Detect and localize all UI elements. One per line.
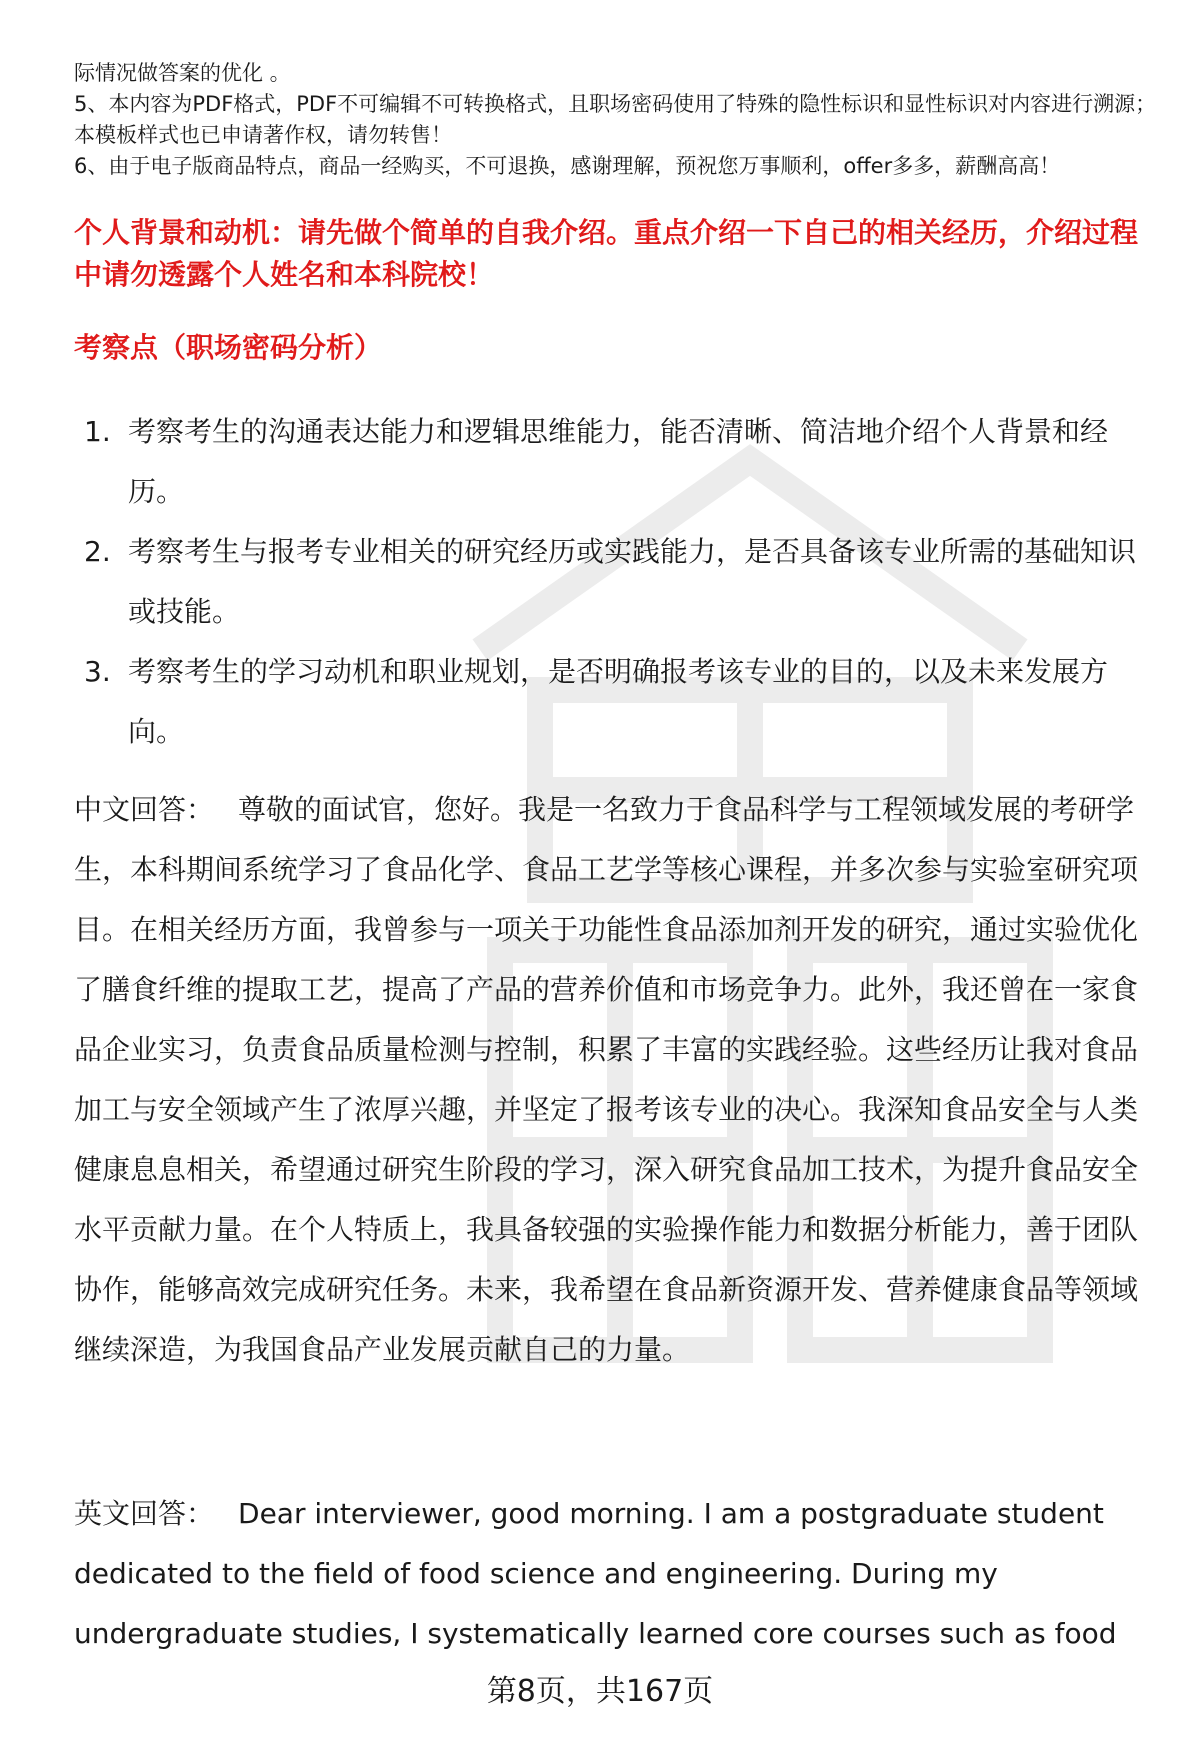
- section-title: 考察点（职场密码分析）: [74, 331, 383, 364]
- list-number: 1.: [84, 415, 111, 448]
- list-item: [84, 642, 1144, 762]
- list-item-text: 考察考生的沟通表达能力和逻辑思维能力，能否清晰、简洁地介绍个人背景和经历。: [128, 415, 1109, 508]
- note-line: 6、由于电子版商品特点，商品一经购买，不可退换，感谢理解，预祝您万事顺利，offer多多，薪酬高高！: [74, 154, 1061, 178]
- list-item-text: 考察考生与报考专业相关的研究经历或实践能力，是否具备该专业所需的基础知识或技能。: [128, 535, 1137, 628]
- chinese-answer-label: 中文回答：: [74, 793, 215, 826]
- list-number: 3.: [84, 655, 111, 688]
- chinese-answer: [74, 780, 1154, 1380]
- chinese-answer-text: 尊敬的面试官，您好。我是一名致力于食品科学与工程领域发展的考研学生，本科期间系统学习了食品化学、食品工艺学等核心课程，并多次参与实验室研究项目。在相关经历方面，我曾参与一项关于功能性食品添加剂开发的研究，通过实验优化了膳食纤维的提取工艺，提高了产品的营养价值和市场竞争力。此外，我还曾在一家食品企业实习，负责食品质量检测与控制，积累了丰富的实践经验。这些经历让我对食品加工与安全领域产生了浓厚兴趣，并坚定了报考该专业的决心。我深知食品安全与人类健康息息相关，希望通过研究生阶段的学习，深入研究食品加工技术，为提升食品安全水平贡献力量。在个人特质上，我具备较强的实验操作能力和数据分析能力，善于团队协作，能够高效完成研究任务。未来，我希望在食品新资源开发、营养健康食品等领域继续深造，为我国食品产业发展贡献自己的力量。: [74, 793, 1139, 1366]
- list-item: [84, 402, 1144, 522]
- list-number: 2.: [84, 535, 111, 568]
- assessment-points-list: [84, 402, 1144, 762]
- list-item: [84, 522, 1144, 642]
- notes-block: [74, 58, 1159, 182]
- list-item-text: 考察考生的学习动机和职业规划，是否明确报考该专业的目的，以及未来发展方向。: [128, 655, 1109, 748]
- english-answer-text: Dear interviewer, good morning. I am a postgraduate student dedicated to the field of food science and engineering. During my undergraduate studies, I systematically learned core courses such as food: [74, 1497, 1117, 1650]
- page-number: 第8页，共167页: [486, 1674, 714, 1709]
- english-answer-label: 英文回答：: [74, 1497, 215, 1530]
- interview-question: 个人背景和动机：请先做个简单的自我介绍。重点介绍一下自己的相关经历，介绍过程中请勿透露个人姓名和本科院校！: [74, 216, 1139, 291]
- note-line: 际情况做答案的优化 。: [74, 61, 291, 85]
- note-line: 5、本内容为PDF格式，PDF不可编辑不可转换格式，且职场密码使用了特殊的隐性标识和显性标识对内容进行溯源；本模板样式也已申请著作权，请勿转售！: [74, 92, 1157, 147]
- english-answer: [74, 1484, 1154, 1664]
